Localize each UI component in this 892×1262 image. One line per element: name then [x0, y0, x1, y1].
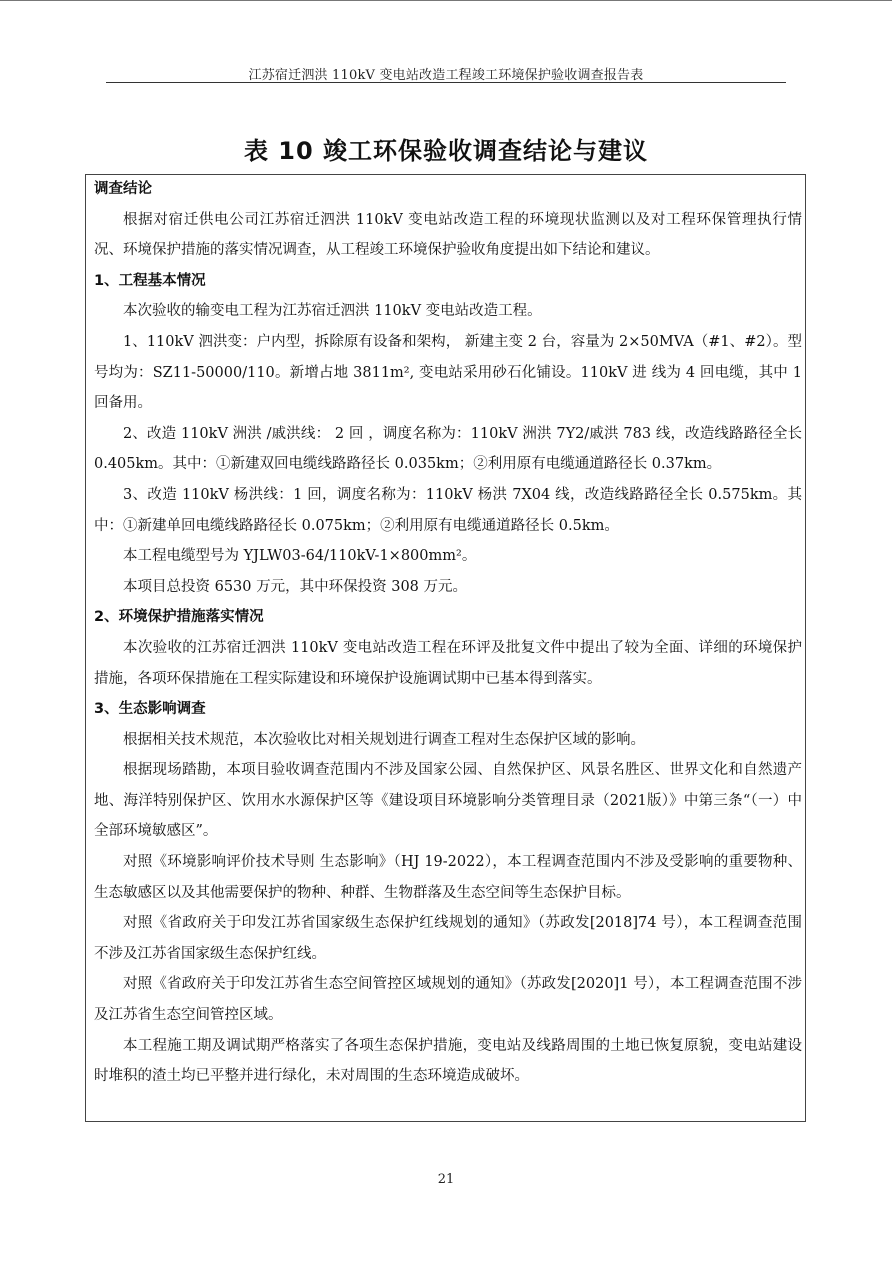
heading-ecology-survey: 3、生态影响调查 [94, 701, 206, 718]
paragraph: 根据现场踏勘，本项目验收调查范围内不涉及国家公园、自然保护区、风景名胜区、世界文化和自然遗产地、海洋特别保护区、饮用水水源保护区等《建设项目环境影响分类管理目录（2021版）》中第三条“（一）中全部环境敏感区”。 [94, 762, 802, 840]
paragraph: 1、110kV 泗洪变：户内型，拆除原有设备和架构， 新建主变 2 台，容量为 2×50MVA（#1、#2）。型号均为：SZ11-50000/110。新增占地 3811m², 变电站采用砂石化铺设。110kV 进 线为 4 回电缆，其中 1 回备用。 [94, 333, 802, 412]
paragraph: 3、改造 110kV 杨洪线：1 回，调度名称为：110kV 杨洪 7X04 线，改造线路路径全长 0.575km。其中：①新建单回电缆线路路径长 0.075km；②利用原有电缆通道路径长 0.5km。 [94, 486, 802, 534]
paragraph: 本次验收的江苏宿迁泗洪 110kV 变电站改造工程在环评及批复文件中提出了较为全面、详细的环境保护措施，各项环保措施在工程实际建设和环境保护设施调试期中已基本得到落实。 [94, 639, 802, 687]
paragraph: 本项目总投资 6530 万元，其中环保投资 308 万元。 [123, 578, 468, 595]
header-divider [106, 82, 786, 83]
paragraph: 根据相关技术规范，本次验收比对相关规划进行调查工程对生态保护区域的影响。 [123, 731, 645, 748]
paragraph: 本工程施工期及调试期严格落实了各项生态保护措施，变电站及线路周围的土地已恢复原貌，变电站建设时堆积的渣土均已平整并进行绿化，未对周围的生态环境造成破坏。 [94, 1037, 802, 1085]
heading-project-overview: 1、工程基本情况 [94, 272, 206, 289]
table-title: 表 10 竣工环保验收调查结论与建议 [243, 137, 649, 165]
paragraph: 对照《省政府关于印发江苏省生态空间管控区域规划的通知》（苏政发[2020]1 号），本工程调查范围不涉及江苏省生态空间管控区域。 [94, 976, 802, 1024]
page-number: 21 [437, 1172, 455, 1187]
paragraph: 本次验收的输变电工程为江苏宿迁泗洪 110kV 变电站改造工程。 [123, 303, 542, 320]
section-title: 调查结论 [94, 181, 152, 197]
paragraph: 2、改造 110kV 洲洪 /戚洪线： 2 回 ，调度名称为：110kV 洲洪 7Y2/戚洪 783 线，改造线路路径全长 0.405km。其中：①新建双回电缆线路路径长 0.035km；②利用原有电缆通道路径长 0.37km。 [94, 425, 802, 473]
paragraph: 本工程电缆型号为 YJLW03-64/110kV-1×800mm²。 [123, 548, 477, 565]
page-top-border [0, 0, 892, 1]
intro-paragraph: 根据对宿迁供电公司江苏宿迁泗洪 110kV 变电站改造工程的环境现状监测以及对工程环保管理执行情况、环境保护措施的落实情况调查，从工程竣工环境保护验收角度提出如下结论和建议。 [94, 211, 802, 259]
paragraph: 对照《省政府关于印发江苏省国家级生态保护红线规划的通知》（苏政发[2018]74 号），本工程调查范围不涉及江苏省国家级生态保护红线。 [94, 915, 802, 962]
conclusion-content [94, 174, 802, 1092]
running-header: 江苏宿迁泗洪 110kV 变电站改造工程竣工环境保护验收调查报告表 [248, 68, 644, 83]
heading-env-measures: 2、环境保护措施落实情况 [94, 609, 264, 626]
paragraph: 对照《环境影响评价技术导则 生态影响》（HJ 19-2022），本工程调查范围内不涉及受影响的重要物种、生态敏感区以及其他需要保护的物种、种群、生物群落及生态空间等生态保护目标。 [94, 854, 802, 901]
